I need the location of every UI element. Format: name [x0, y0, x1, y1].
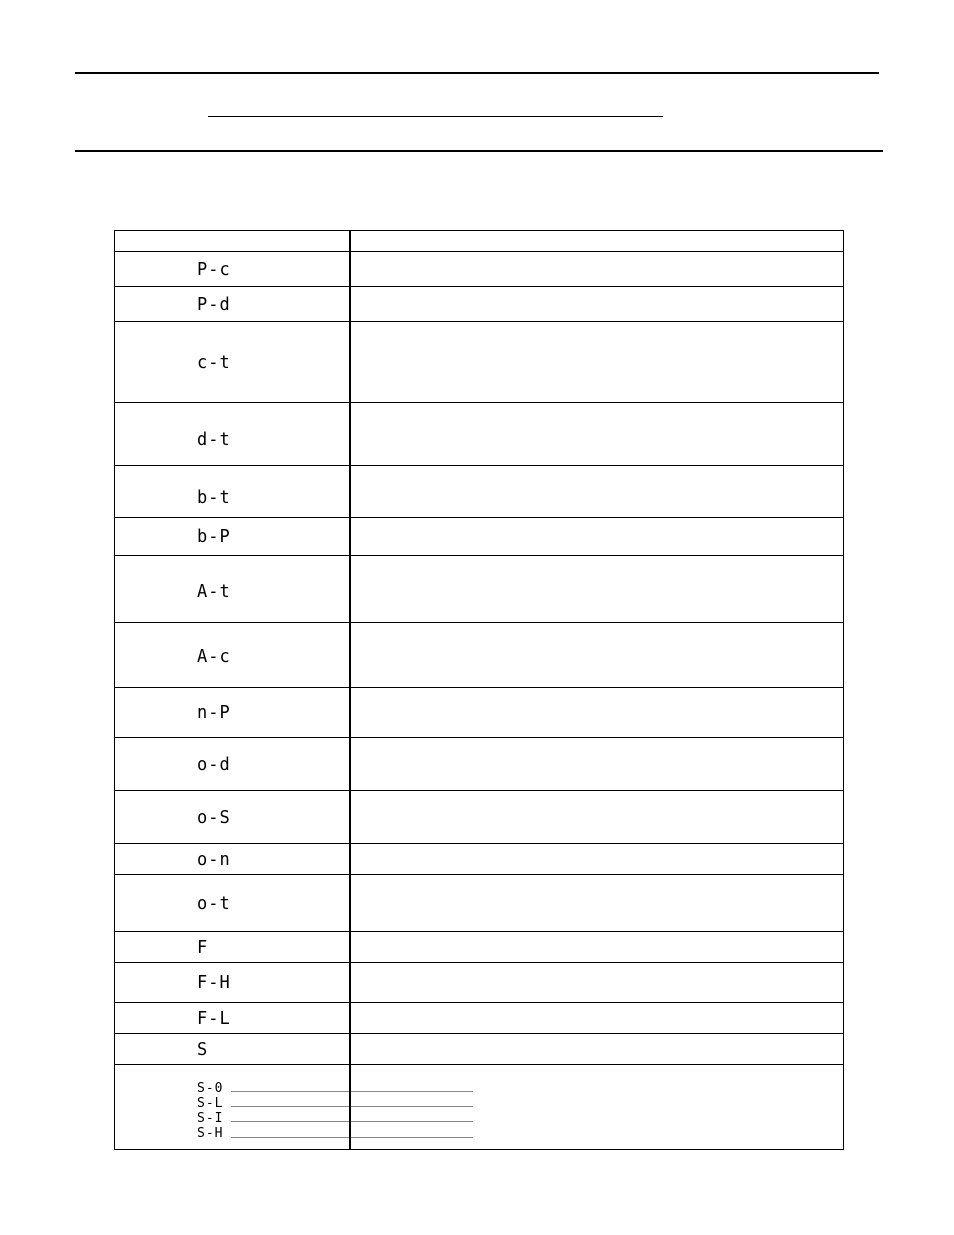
leader-continuation — [351, 1065, 843, 1149]
table-row — [115, 466, 844, 518]
sub-code-label: S-0 — [197, 1081, 224, 1096]
leader-line — [231, 1091, 349, 1092]
code-label: F — [197, 936, 209, 958]
table-row — [115, 844, 844, 875]
table-header-row — [115, 231, 844, 252]
table-row — [115, 1034, 844, 1065]
table-row — [115, 932, 844, 963]
header-cell-code — [115, 231, 351, 252]
code-label: n-P — [197, 702, 231, 724]
code-label: F-L — [197, 1007, 231, 1029]
leader-line — [351, 1121, 473, 1122]
table-row — [115, 963, 844, 1003]
table-row — [115, 322, 844, 403]
code-label: b-t — [197, 487, 231, 509]
table-row — [115, 403, 844, 466]
code-table — [114, 230, 844, 1150]
table-row — [115, 791, 844, 844]
code-label: o-S — [197, 806, 231, 828]
code-label: F-H — [197, 972, 231, 994]
sub-code-list — [115, 1065, 349, 1149]
table-row — [115, 287, 844, 322]
top-rule — [75, 72, 879, 74]
table-row — [115, 518, 844, 556]
code-label: o-t — [197, 892, 231, 914]
table-row — [115, 688, 844, 738]
sub-code-label: S-H — [197, 1126, 224, 1141]
table-row — [115, 738, 844, 791]
table-row-sub-codes — [115, 1065, 844, 1150]
code-label: c-t — [197, 351, 231, 373]
code-label: A-c — [197, 646, 231, 668]
code-label: o-d — [197, 753, 231, 775]
table-row — [115, 875, 844, 932]
leader-line — [231, 1106, 349, 1107]
title-underline — [208, 116, 663, 117]
code-label: P-c — [197, 258, 231, 280]
header-cell-description — [350, 231, 844, 252]
code-label: A-t — [197, 581, 231, 603]
code-label: b-P — [197, 526, 231, 548]
table-row — [115, 1003, 844, 1034]
leader-line — [351, 1137, 473, 1138]
leader-line — [231, 1121, 349, 1122]
code-label: d-t — [197, 429, 231, 451]
header-bottom-rule — [75, 150, 883, 152]
code-label: P-d — [197, 293, 231, 315]
code-label: S — [197, 1038, 209, 1060]
table-row — [115, 623, 844, 688]
leader-line — [351, 1091, 473, 1092]
leader-line — [231, 1137, 349, 1138]
sub-code-label: S-L — [197, 1096, 224, 1111]
leader-line — [351, 1106, 473, 1107]
table-row — [115, 556, 844, 623]
code-label: o-n — [197, 848, 231, 870]
sub-code-label: S-I — [197, 1111, 224, 1126]
table-row — [115, 252, 844, 287]
